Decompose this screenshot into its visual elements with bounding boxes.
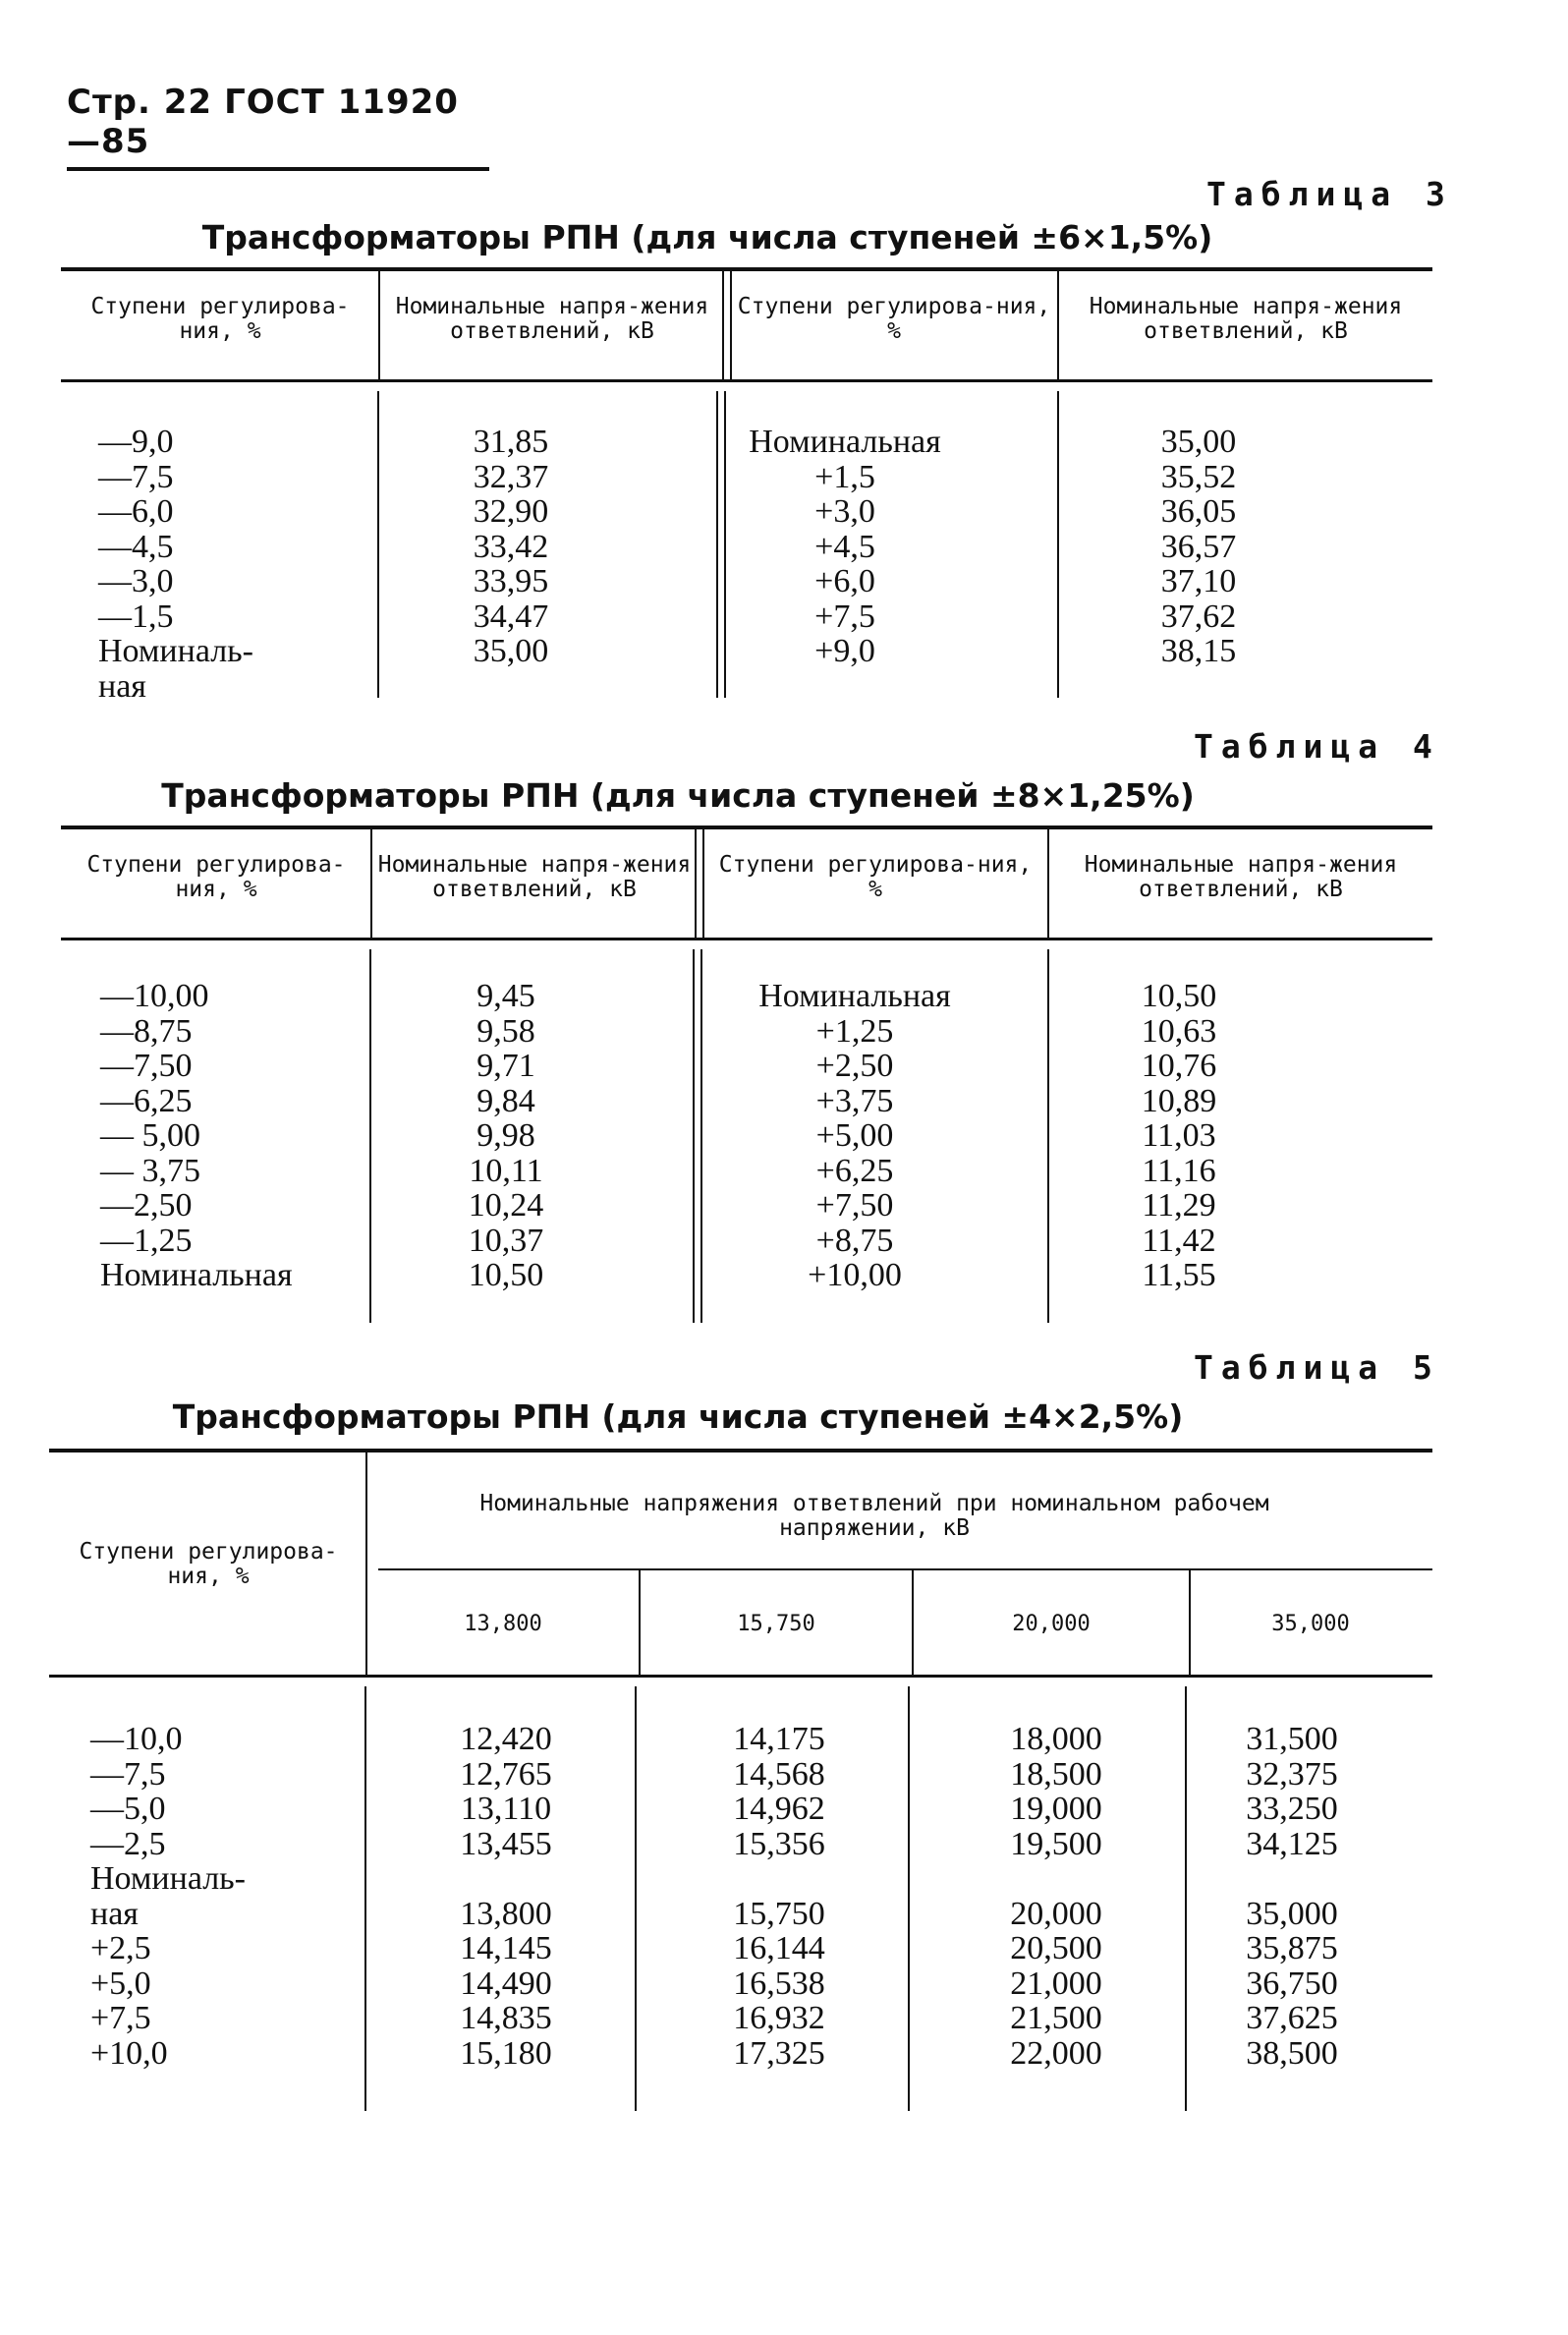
table-cell-step: —2,50 [100, 1187, 193, 1224]
table-4-divider [695, 829, 697, 938]
table-cell-voltage [696, 1861, 863, 1897]
table-5-header-step: Ступени регулирова-ния, % [79, 1539, 338, 1589]
table-cell-voltage: 10,11 [469, 1152, 543, 1189]
standard-number: ГОСТ 11920—85 [67, 83, 459, 161]
table-5-top-rule [49, 1449, 1432, 1452]
table-cell-voltage: 21,000 [1010, 1965, 1102, 2002]
table-cell-step: +3,75 [815, 1082, 894, 1119]
table-cell-step: —3,0 [98, 563, 174, 599]
table-cell-step: +7,5 [90, 2000, 151, 2036]
table-3-header-voltage: Номинальные напря-жения ответвлений, кВ [395, 294, 709, 344]
table-cell-step: —6,0 [98, 493, 174, 530]
table-cell-step: +2,5 [90, 1930, 151, 1966]
table-4-divider [1047, 829, 1049, 938]
table-4-header-rule [61, 938, 1432, 940]
table-3-col-voltage-right [1100, 425, 1297, 669]
table-cell-step: —5,0 [90, 1791, 166, 1827]
page-header [67, 83, 489, 171]
table-cell-step: +1,5 [814, 458, 875, 495]
table-cell-voltage: 35,000 [1246, 1895, 1338, 1932]
table-cell-voltage: 31,500 [1246, 1721, 1338, 1757]
table-cell-voltage: 15,356 [733, 1825, 825, 1862]
table-cell-voltage: 15,750 [733, 1895, 825, 1932]
table-4-col-voltage-left [422, 979, 589, 1293]
table-cell-voltage: 9,71 [476, 1048, 535, 1084]
table-cell-step: +5,0 [90, 1965, 151, 2002]
table-cell-voltage: 14,145 [460, 1930, 552, 1966]
table-cell-voltage: 19,500 [1010, 1825, 1102, 1862]
table-5-group-rule [378, 1568, 1432, 1570]
table-cell-step: Номинальная [100, 1257, 293, 1293]
table-cell-voltage: 32,375 [1246, 1755, 1338, 1793]
table-5-divider [635, 1686, 637, 2111]
table-cell-step: —7,5 [98, 458, 174, 495]
table-4-header-voltage: Номинальные напря-жения ответвлений, кВ [1084, 852, 1398, 902]
table-cell-step: —8,75 [100, 1012, 193, 1050]
table-5-col-35000 [1208, 1722, 1375, 2071]
table-4-divider [370, 829, 372, 938]
table-4-col-steps-right [737, 979, 973, 1293]
table-cell-step: +3,0 [814, 493, 875, 530]
table-5-divider [639, 1570, 641, 1675]
table-cell-step: Номиналь- [90, 1860, 246, 1897]
table-5-subheader: 13,800 [464, 1612, 542, 1636]
table-cell-step: —1,5 [98, 598, 174, 635]
table-cell-step: +10,0 [90, 2034, 168, 2072]
page-number: Стр. 22 [67, 83, 213, 122]
table-cell-voltage: 22,000 [1010, 2034, 1102, 2072]
table-cell-voltage: 33,95 [473, 563, 549, 599]
table-cell-step: +5,00 [815, 1117, 894, 1154]
table-cell-step: —2,5 [90, 1825, 166, 1862]
table-cell-voltage: 33,42 [473, 528, 549, 565]
table-3-divider [724, 391, 726, 698]
table-4-divider [693, 949, 695, 1323]
table-cell-step: Номиналь- [98, 633, 253, 669]
table-cell-voltage: 37,625 [1246, 2000, 1338, 2036]
table-3-divider [1057, 391, 1059, 698]
table-5-title: Трансформаторы РПН (для числа ступеней ±4×2,5%) [172, 1397, 1184, 1436]
table-3-divider [716, 391, 718, 698]
table-cell-voltage: 10,89 [1141, 1082, 1217, 1119]
table-cell-voltage: 38,500 [1246, 2034, 1338, 2072]
table-cell-voltage: 36,57 [1160, 528, 1237, 565]
table-3-col-steps-left [98, 424, 253, 705]
table-3-header-step: Ступени регулирова-ния, % [90, 294, 350, 344]
table-5-header-rule [49, 1675, 1432, 1678]
table-cell-step: +9,0 [814, 633, 875, 669]
table-cell-voltage: 11,42 [1142, 1222, 1216, 1259]
table-cell-voltage: 37,62 [1160, 598, 1237, 635]
table-cell-voltage: 18,000 [1010, 1721, 1102, 1757]
table-cell-voltage [1208, 1861, 1375, 1897]
table-cell-voltage: 35,00 [1160, 424, 1237, 460]
table-4-divider [702, 829, 704, 938]
table-cell-step: — 3,75 [100, 1152, 200, 1189]
table-cell-step: Номинальная [749, 424, 941, 460]
table-cell-voltage: 16,538 [733, 1965, 825, 2002]
table-4-col-voltage-right [1100, 979, 1258, 1293]
table-cell-voltage: 9,45 [476, 978, 535, 1014]
table-cell-voltage: 34,47 [473, 598, 549, 635]
table-cell-voltage: 11,29 [1142, 1187, 1216, 1224]
table-cell-step: +4,5 [814, 528, 875, 565]
table-5-label: Таблица 5 [1194, 1348, 1440, 1387]
table-cell-step: +6,25 [815, 1152, 894, 1189]
table-3-col-voltage-left [422, 425, 599, 669]
table-4-top-rule [61, 826, 1432, 829]
table-3-header-step: Ступени регулирова-ния, % [737, 294, 1051, 344]
table-cell-voltage: 35,00 [473, 633, 549, 669]
table-cell-voltage: 14,490 [460, 1965, 552, 2002]
table-cell-voltage: 12,765 [460, 1755, 552, 1793]
table-5-divider [912, 1570, 914, 1675]
table-3-divider [1057, 271, 1059, 379]
table-3-label: Таблица 3 [1206, 175, 1453, 213]
table-cell-voltage: 35,52 [1160, 458, 1237, 495]
table-cell-voltage: 10,24 [468, 1187, 544, 1224]
table-3-col-steps-right [732, 425, 958, 669]
table-cell-step: Номинальная [758, 978, 951, 1014]
table-cell-voltage: 9,58 [476, 1012, 535, 1050]
table-cell-voltage: 13,800 [460, 1895, 552, 1932]
table-5-divider [908, 1686, 910, 2111]
table-cell-step: +6,0 [814, 563, 875, 599]
table-cell-voltage: 10,76 [1141, 1048, 1217, 1084]
table-5-col-steps [90, 1722, 326, 2071]
table-4-divider [369, 949, 371, 1323]
table-cell-voltage: 14,962 [733, 1791, 825, 1827]
table-5-header-group: Номинальные напряжения ответвлений при номинальном рабочем напряжении, кВ [479, 1491, 1269, 1541]
table-cell-voltage: 36,05 [1160, 493, 1237, 530]
table-5-subheader: 15,750 [737, 1612, 815, 1636]
table-cell-step: +8,75 [815, 1222, 894, 1259]
table-cell-step: —7,5 [90, 1755, 166, 1793]
table-cell-voltage: 14,835 [460, 2000, 552, 2036]
table-5-divider [364, 1686, 366, 2111]
table-3-top-rule [61, 267, 1432, 271]
table-4-header-voltage: Номинальные напря-жения ответвлений, кВ [377, 852, 692, 902]
table-5-divider [1185, 1686, 1187, 2111]
table-cell-step: —7,50 [100, 1048, 193, 1084]
table-cell-voltage: 12,420 [460, 1721, 552, 1757]
table-4-title: Трансформаторы РПН (для числа ступеней ±8×1,25%) [161, 776, 1195, 815]
table-cell-voltage: 35,875 [1246, 1930, 1338, 1966]
table-cell-voltage: 16,144 [733, 1930, 825, 1966]
table-3-divider [722, 271, 724, 379]
table-5-col-20000 [973, 1722, 1140, 2071]
table-3-header-voltage: Номинальные напря-жения ответвлений, кВ [1089, 294, 1403, 344]
table-cell-step: —6,25 [100, 1082, 193, 1119]
table-cell-voltage: 32,37 [473, 458, 549, 495]
table-cell-voltage: 20,000 [1010, 1895, 1102, 1932]
table-4-divider [700, 949, 702, 1323]
table-5-subheader: 35,000 [1271, 1612, 1350, 1636]
table-cell-voltage: 33,250 [1246, 1791, 1338, 1827]
table-cell-voltage: 11,55 [1142, 1257, 1216, 1293]
table-4-col-steps-left [100, 979, 336, 1293]
table-cell-voltage: 38,15 [1160, 633, 1237, 669]
table-cell-step: —1,25 [100, 1222, 193, 1259]
table-cell-voltage: 11,03 [1142, 1117, 1216, 1154]
table-cell-step: ная [90, 1895, 139, 1932]
table-cell-voltage: 37,10 [1160, 563, 1237, 599]
table-cell-voltage: 9,98 [476, 1117, 535, 1154]
table-4-label: Таблица 4 [1194, 727, 1440, 766]
table-cell-step: +2,50 [815, 1048, 894, 1084]
table-5-divider [1189, 1570, 1191, 1675]
table-cell-voltage: 34,125 [1246, 1825, 1338, 1862]
table-cell-step: —10,00 [100, 978, 209, 1014]
table-4-header-step: Ступени регулирова-ния, % [718, 852, 1033, 902]
table-cell-step: —4,5 [98, 528, 174, 565]
table-cell-voltage: 19,000 [1010, 1791, 1102, 1827]
table-cell-voltage: 14,175 [733, 1721, 825, 1757]
table-3-divider [730, 271, 732, 379]
table-cell-step: +7,5 [814, 598, 875, 635]
table-3-divider [377, 391, 379, 698]
table-cell-step: —9,0 [98, 424, 174, 460]
table-4-divider [1047, 949, 1049, 1323]
table-5-col-15750 [696, 1722, 863, 2071]
table-cell-voltage: 10,37 [468, 1222, 544, 1259]
table-4-header-step: Ступени регулирова-ния, % [86, 852, 346, 902]
table-cell-voltage: 14,568 [733, 1755, 825, 1793]
table-cell-voltage [422, 1861, 589, 1897]
table-cell-step: +1,25 [815, 1012, 894, 1050]
table-cell-step: — 5,00 [100, 1117, 200, 1154]
table-cell-voltage: 36,750 [1246, 1965, 1338, 2002]
table-5-divider [365, 1452, 367, 1675]
table-cell-voltage: 9,84 [476, 1082, 535, 1119]
table-cell-voltage: 10,50 [468, 1257, 544, 1293]
table-cell-step: +10,00 [808, 1257, 902, 1293]
table-cell-voltage: 13,110 [460, 1791, 552, 1827]
table-cell-voltage: 16,932 [733, 2000, 825, 2036]
table-cell-voltage: 15,180 [460, 2034, 552, 2072]
table-5-col-13800 [422, 1722, 589, 2071]
table-cell-voltage: 13,455 [460, 1825, 552, 1862]
table-cell-step: —10,0 [90, 1721, 183, 1757]
table-cell-voltage [973, 1861, 1140, 1897]
table-cell-step: ная [98, 667, 146, 705]
table-cell-voltage: 20,500 [1010, 1930, 1102, 1966]
table-cell-voltage: 21,500 [1010, 2000, 1102, 2036]
table-cell-voltage: 31,85 [473, 424, 549, 460]
table-cell-voltage: 10,63 [1141, 1012, 1217, 1050]
table-cell-voltage: 10,50 [1141, 978, 1217, 1014]
table-cell-voltage: 17,325 [733, 2034, 825, 2072]
table-cell-voltage: 11,16 [1142, 1152, 1216, 1189]
table-cell-step: +7,50 [815, 1187, 894, 1224]
table-3-title: Трансформаторы РПН (для числа ступеней ±6×1,5%) [201, 218, 1213, 256]
table-3-divider [378, 271, 380, 379]
table-cell-voltage: 18,500 [1010, 1755, 1102, 1793]
table-5-subheader: 20,000 [1012, 1612, 1091, 1636]
table-3-header-rule [61, 379, 1432, 382]
table-cell-voltage: 32,90 [473, 493, 549, 530]
